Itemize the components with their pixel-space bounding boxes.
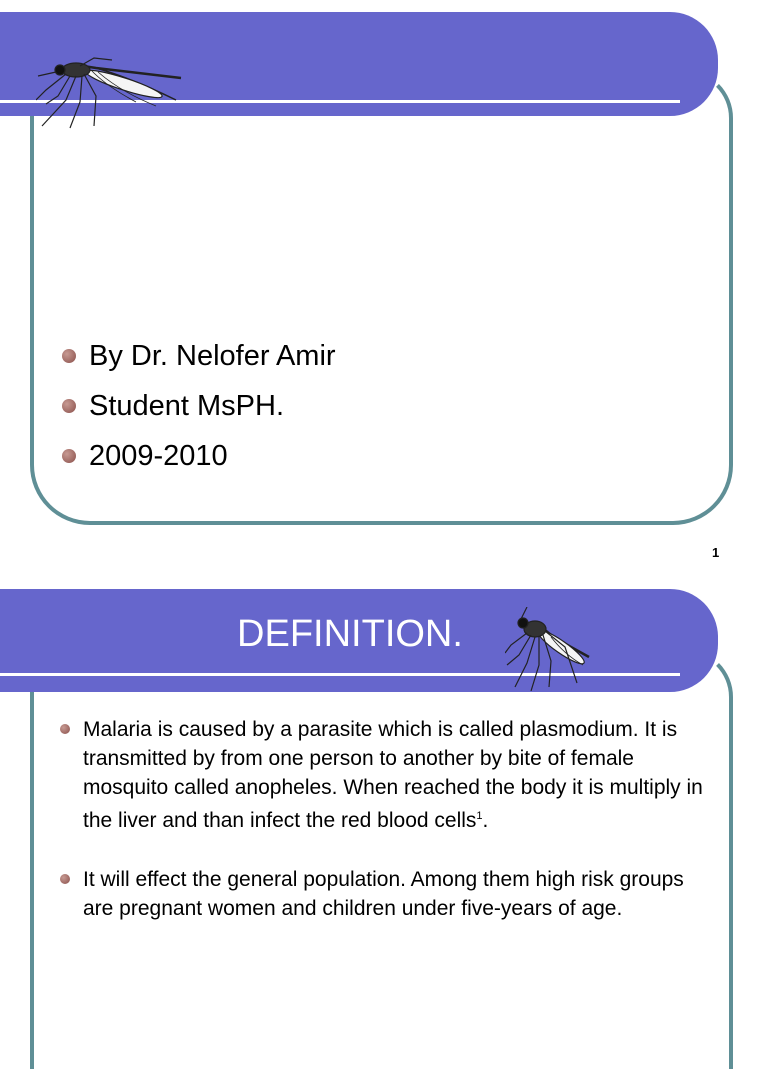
list-item xyxy=(62,440,336,473)
list-item xyxy=(58,865,708,923)
list-item xyxy=(62,390,336,423)
mosquito-icon xyxy=(505,607,595,691)
definition-text: Malaria is caused by a parasite which is called plasmodium. It is transmitted by from one person to another by bite of female mosquito called anopheles. When reached the body it is multiply in the liver and than infect the red blood cells xyxy=(83,718,703,832)
author-bullets xyxy=(62,340,336,490)
risk-groups-text: It will effect the general population. Among them high risk groups are pregnant women and children under five-years of age. xyxy=(83,868,684,920)
list-item xyxy=(62,340,336,373)
footnote-ref: 1 xyxy=(476,810,483,822)
bullet-icon xyxy=(62,449,76,463)
slide-2 xyxy=(0,585,768,1024)
definition-bullets xyxy=(58,715,708,953)
page-number: 1 xyxy=(712,545,720,560)
slide-title: DEFINITION. xyxy=(237,613,463,655)
author-name: By Dr. Nelofer Amir xyxy=(89,340,336,372)
mosquito-icon xyxy=(36,56,186,130)
author-program: Student MsPH. xyxy=(89,390,285,422)
list-item xyxy=(58,715,708,835)
bullet-icon xyxy=(62,349,76,363)
definition-tail: . xyxy=(482,809,489,832)
bullet-icon xyxy=(60,874,70,884)
bullet-icon xyxy=(60,724,70,734)
author-years: 2009-2010 xyxy=(89,440,228,472)
bullet-icon xyxy=(62,399,76,413)
